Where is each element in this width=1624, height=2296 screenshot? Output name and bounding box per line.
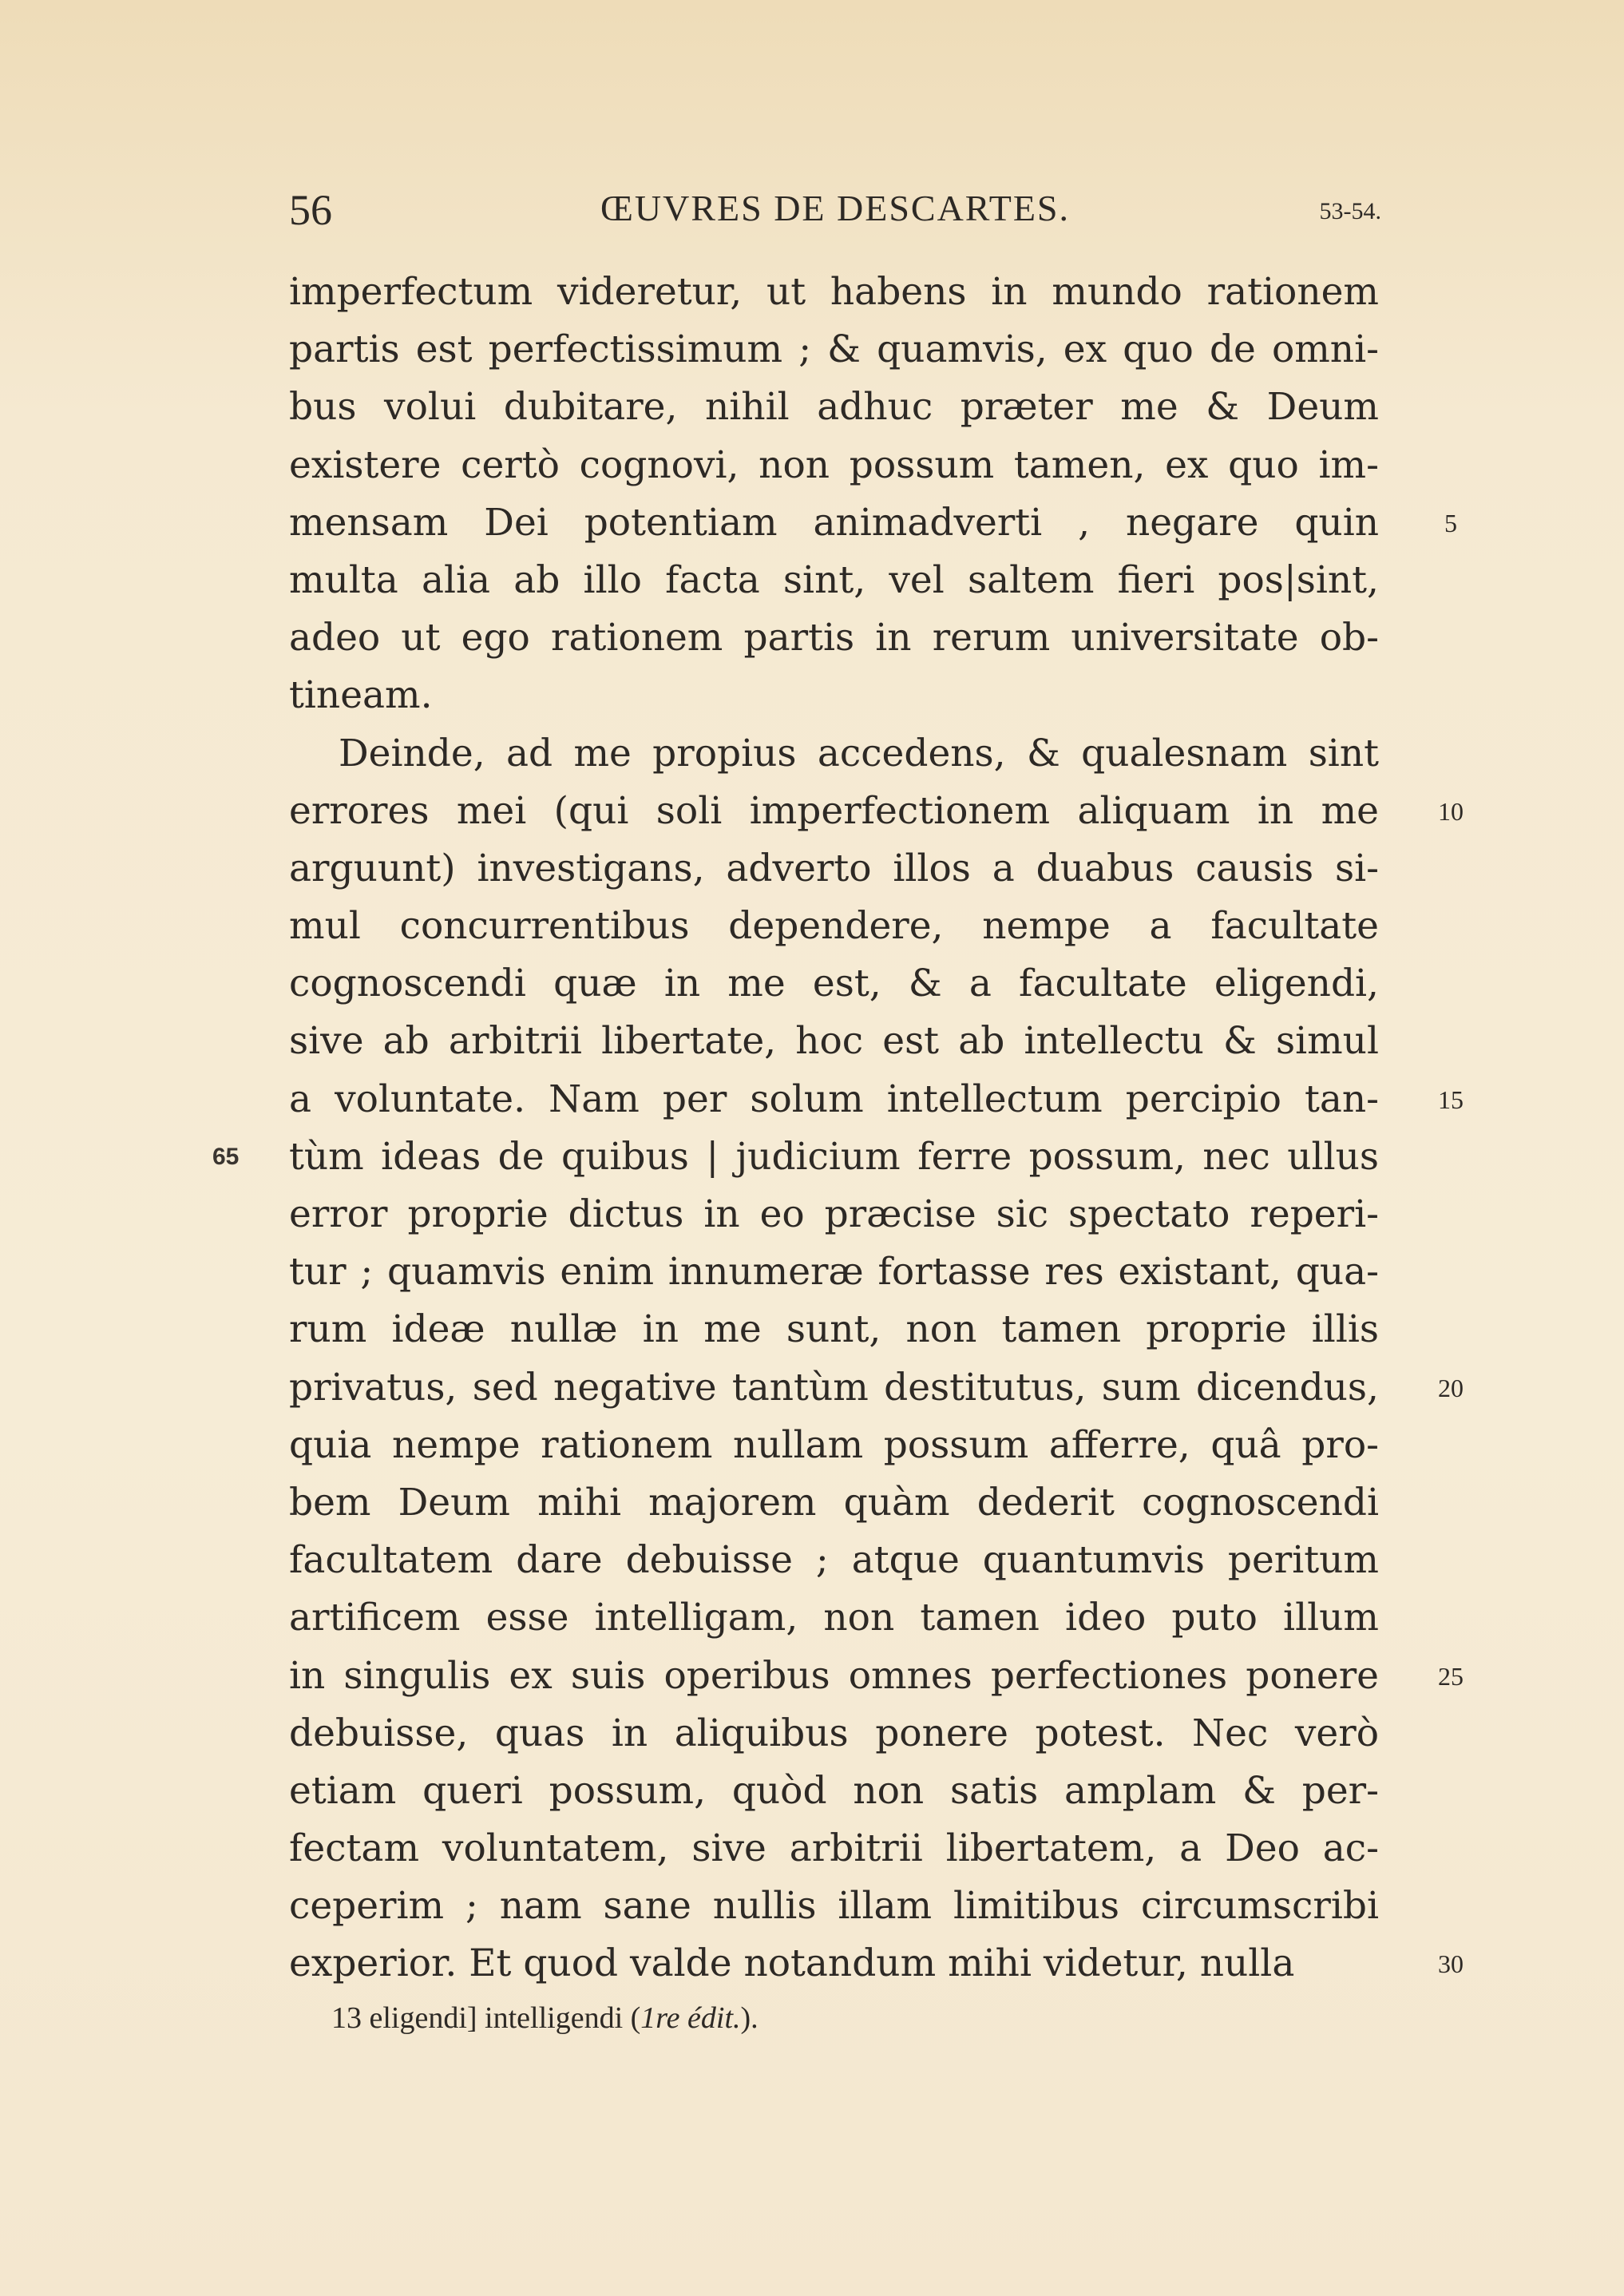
line-text: privatus, sed negative tantùm destitutus, sum dicendus, <box>289 1365 1379 1410</box>
line-text: etiam queri possum, quòd non satis amplam & per- <box>289 1768 1379 1813</box>
line-text: a voluntate. Nam per solum intellectum percipio tan- <box>289 1077 1379 1121</box>
text-line <box>289 437 1379 494</box>
line-text: tùm ideas de quibus | judicium ferre possum, nec ullus <box>289 1134 1379 1179</box>
line-text: mul concurrentibus dependere, nempe a facultate <box>289 904 1379 949</box>
text-line <box>289 1705 1379 1763</box>
text-line <box>289 1532 1379 1589</box>
line-text: facultatem dare debuisse ; atque quantumvis peritum <box>289 1538 1379 1583</box>
text-body <box>212 264 1464 1993</box>
page-range: 53-54. <box>1319 198 1381 224</box>
line-text: Deinde, ad me propius accedens, & qualesnam sint <box>339 731 1379 775</box>
text-line <box>289 898 1379 955</box>
text-line <box>212 1128 1379 1186</box>
text-line <box>289 1417 1379 1474</box>
line-text: artificem esse intelligam, non tamen ideo puto illum <box>289 1596 1379 1640</box>
text-line <box>289 494 1457 552</box>
text-line <box>289 1071 1464 1128</box>
footnote-text: 13 eligendi] intelligendi ( <box>331 2001 641 2035</box>
page-number: 56 <box>289 186 332 234</box>
text-line <box>289 667 1379 724</box>
line-text: arguunt) investigans, adverto illos a duabus causis si- <box>289 846 1379 890</box>
text-line <box>289 1820 1379 1878</box>
text-line <box>289 1648 1464 1705</box>
line-text: adeo ut ego rationem partis in rerum universitate ob- <box>289 616 1379 660</box>
line-number: 25 <box>1438 1661 1464 1691</box>
line-text: tur ; quamvis enim innumeræ fortasse res existant, qua- <box>289 1250 1379 1295</box>
line-text: bus volui dubitare, nihil adhuc præter me & Deum <box>289 385 1379 430</box>
text-line <box>289 840 1379 898</box>
text-line <box>289 1589 1379 1647</box>
line-text: in singulis ex suis operibus omnes perfectiones ponere <box>289 1653 1379 1698</box>
line-text: bem Deum mihi majorem quàm dederit cognoscendi <box>289 1480 1379 1525</box>
line-text: existere certò cognovi, non possum tamen, ex quo im- <box>289 442 1379 487</box>
text-line <box>289 264 1379 321</box>
line-text: errores mei (qui soli imperfectionem aliquam in me <box>289 788 1379 833</box>
line-number: 10 <box>1438 796 1464 826</box>
line-text: mensam Dei potentiam animadverti , negare quin <box>289 500 1379 545</box>
text-line <box>289 783 1464 840</box>
line-text: imperfectum videretur, ut habens in mundo rationem <box>289 270 1379 314</box>
line-text: fectam voluntatem, sive arbitrii libertatem, a Deo ac- <box>289 1826 1379 1871</box>
text-line <box>289 1301 1379 1358</box>
text-line <box>289 379 1379 436</box>
running-head <box>289 185 1381 241</box>
text-line <box>289 1763 1379 1820</box>
text-line <box>289 552 1379 609</box>
text-line <box>289 1359 1464 1417</box>
line-text: partis est perfectissimum ; & quamvis, ex quo de omni- <box>289 327 1379 372</box>
footnote <box>331 2001 759 2036</box>
line-text: error proprie dictus in eo præcise sic spectato reperi- <box>289 1192 1379 1236</box>
footnote-edition: 1re édit. <box>640 2001 741 2035</box>
footnote-close: ). <box>740 2001 759 2035</box>
text-line <box>289 1935 1464 1993</box>
line-text: rum ideæ nullæ in me sunt, non tamen proprie illis <box>289 1307 1379 1352</box>
text-line <box>289 1474 1379 1532</box>
line-number: 5 <box>1444 508 1457 537</box>
line-text: ceperim ; nam sane nullis illam limitibus circumscribi <box>289 1884 1379 1929</box>
line-number: 15 <box>1438 1085 1464 1114</box>
text-line <box>289 725 1379 783</box>
text-line <box>289 955 1379 1013</box>
line-number: 20 <box>1438 1373 1464 1402</box>
text-line <box>289 1186 1379 1243</box>
running-title: ŒUVRES DE DESCARTES. <box>600 188 1071 228</box>
line-text: cognoscendi quæ in me est, & a facultate eligendi, <box>289 962 1379 1006</box>
text-line <box>289 1243 1379 1301</box>
line-text: experior. Et quod valde notandum mihi videtur, nulla <box>289 1941 1295 1986</box>
text-line <box>289 321 1379 379</box>
line-text: debuisse, quas in aliquibus ponere potest. Nec verò <box>289 1711 1379 1755</box>
text-line <box>289 609 1379 667</box>
text-line <box>289 1013 1379 1070</box>
line-text: quia nempe rationem nullam possum afferre, quâ pro- <box>289 1422 1379 1467</box>
text-line <box>289 1878 1379 1935</box>
line-number: 30 <box>1438 1949 1464 1979</box>
margin-page-reference: 65 <box>212 1143 240 1170</box>
line-text: multa alia ab illo facta sint, vel saltem fieri pos|sint, <box>289 557 1379 602</box>
line-text: sive ab arbitrii libertate, hoc est ab intellectu & simul <box>289 1019 1379 1064</box>
line-text: tineam. <box>289 673 433 718</box>
